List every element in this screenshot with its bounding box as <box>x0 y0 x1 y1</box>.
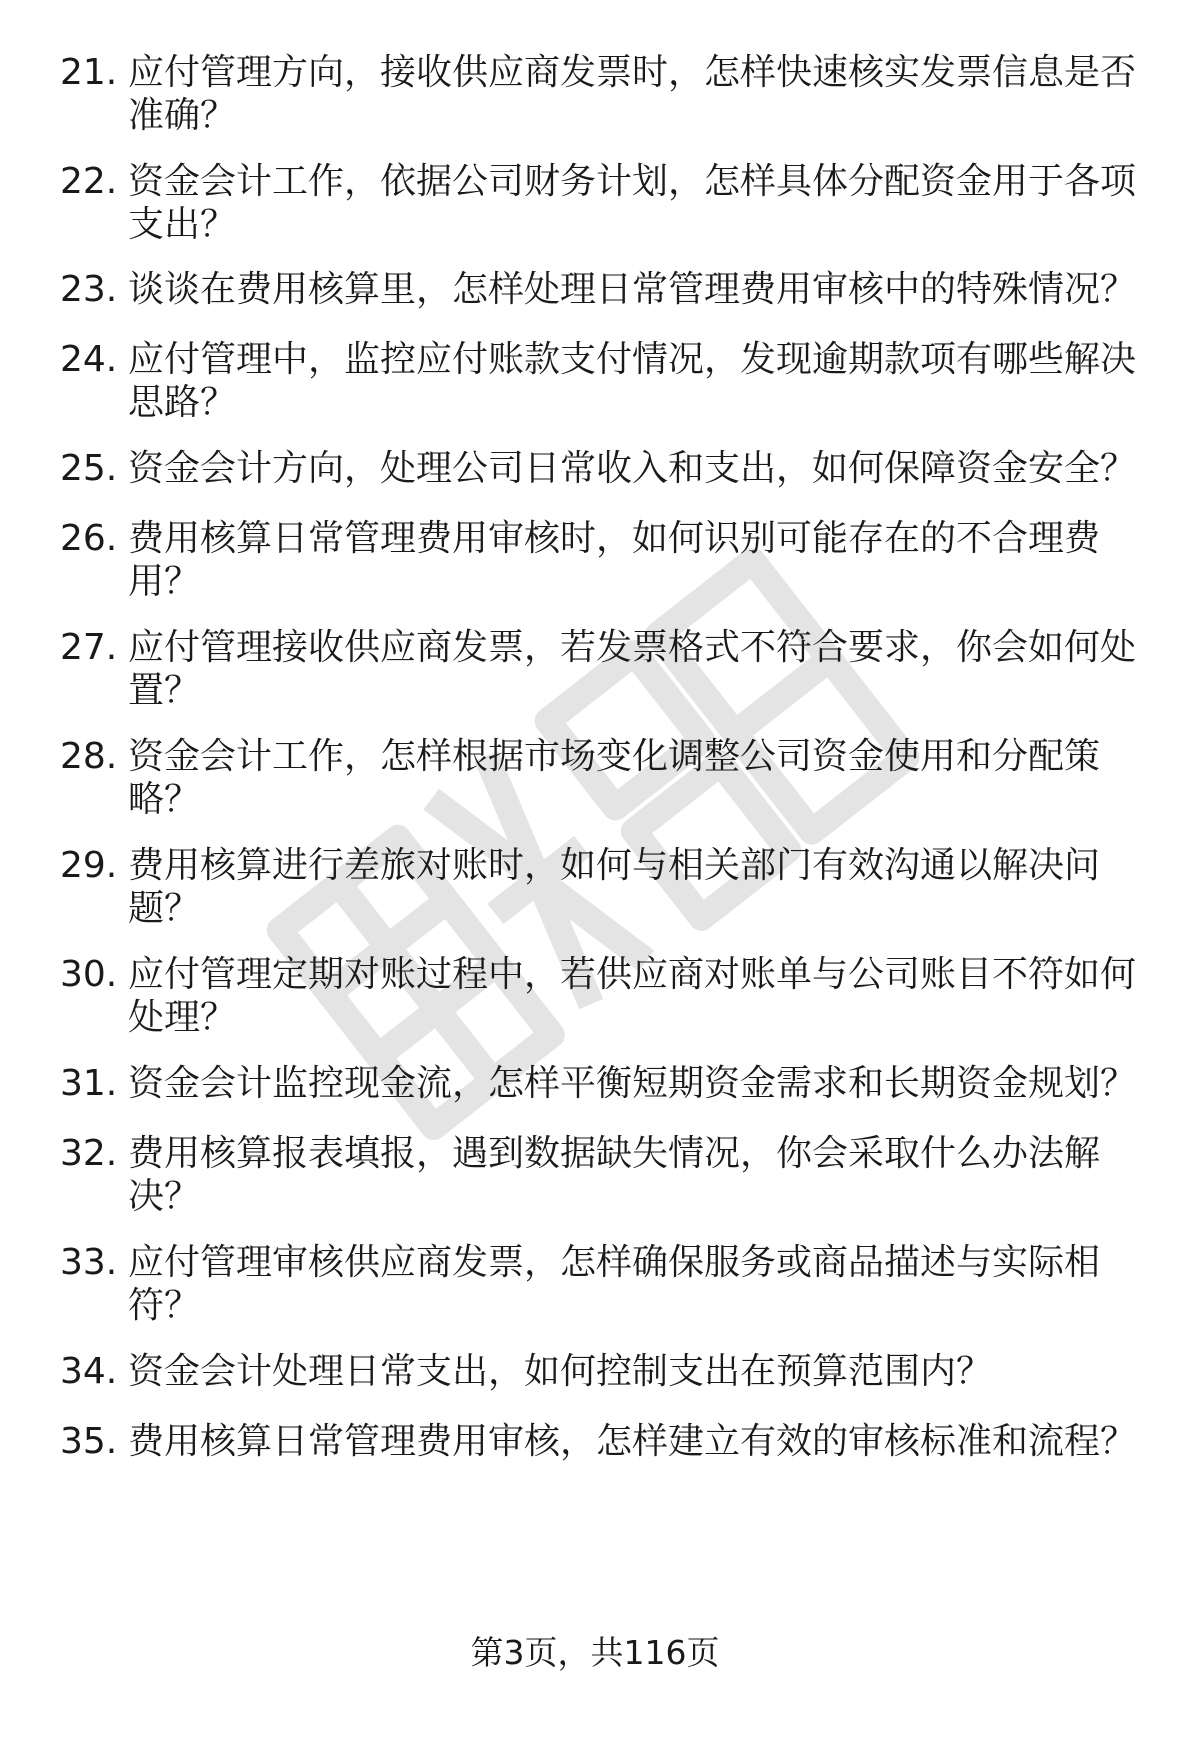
question-number: 35. <box>60 1421 118 1462</box>
page-number: 第3页，共116页 <box>470 1633 720 1672</box>
question-text: 资金会计工作，怎样根据市场变化调整公司资金使用和分配策略？ <box>128 736 1101 820</box>
question-number: 26. <box>60 518 118 559</box>
list-item <box>60 160 1160 246</box>
list-item <box>60 447 1160 490</box>
question-text: 费用核算报表填报，遇到数据缺失情况，你会采取什么办法解决？ <box>128 1133 1101 1217</box>
list-item <box>60 626 1160 712</box>
list-item <box>60 1420 1160 1463</box>
list-item <box>60 1062 1160 1105</box>
question-number: 29. <box>60 845 118 886</box>
question-text: 应付管理审核供应商发票，怎样确保服务或商品描述与实际相符？ <box>128 1242 1101 1326</box>
question-text: 应付管理定期对账过程中，若供应商对账单与公司账目不符如何处理？ <box>128 954 1137 1038</box>
question-number: 32. <box>60 1133 118 1174</box>
question-text: 资金会计处理日常支出，如何控制支出在预算范围内？ <box>128 1351 993 1392</box>
list-item <box>60 953 1160 1039</box>
question-number: 21. <box>60 52 118 93</box>
list-item <box>60 1241 1160 1327</box>
question-number: 25. <box>60 448 118 489</box>
question-number: 30. <box>60 954 118 995</box>
question-number: 27. <box>60 627 118 668</box>
question-number: 33. <box>60 1242 118 1283</box>
question-text: 应付管理方向，接收供应商发票时，怎样快速核实发票信息是否准确？ <box>128 52 1137 136</box>
question-text: 费用核算日常管理费用审核时，如何识别可能存在的不合理费用？ <box>128 518 1101 602</box>
question-number: 28. <box>60 736 118 777</box>
list-item <box>60 1132 1160 1218</box>
question-number: 31. <box>60 1063 118 1104</box>
list-item <box>60 268 1160 311</box>
list-item <box>60 51 1160 137</box>
question-text: 资金会计工作，依据公司财务计划，怎样具体分配资金用于各项支出？ <box>128 161 1137 245</box>
question-text: 资金会计监控现金流，怎样平衡短期资金需求和长期资金规划？ <box>128 1063 1137 1104</box>
question-text: 费用核算进行差旅对账时，如何与相关部门有效沟通以解决问题？ <box>128 845 1101 929</box>
question-text: 资金会计方向，处理公司日常收入和支出，如何保障资金安全？ <box>128 448 1137 489</box>
list-item <box>60 517 1160 603</box>
list-item <box>60 338 1160 424</box>
question-number: 22. <box>60 161 118 202</box>
question-number: 34. <box>60 1351 118 1392</box>
question-text: 应付管理接收供应商发票，若发票格式不符合要求，你会如何处置？ <box>128 627 1137 711</box>
list-item <box>60 1350 1160 1393</box>
list-item <box>60 844 1160 930</box>
question-text: 应付管理中，监控应付账款支付情况，发现逾期款项有哪些解决思路？ <box>128 339 1137 423</box>
question-number: 23. <box>60 269 118 310</box>
question-number: 24. <box>60 339 118 380</box>
list-item <box>60 735 1160 821</box>
question-text: 谈谈在费用核算里，怎样处理日常管理费用审核中的特殊情况？ <box>128 269 1137 310</box>
question-text: 费用核算日常管理费用审核，怎样建立有效的审核标准和流程？ <box>128 1421 1137 1462</box>
